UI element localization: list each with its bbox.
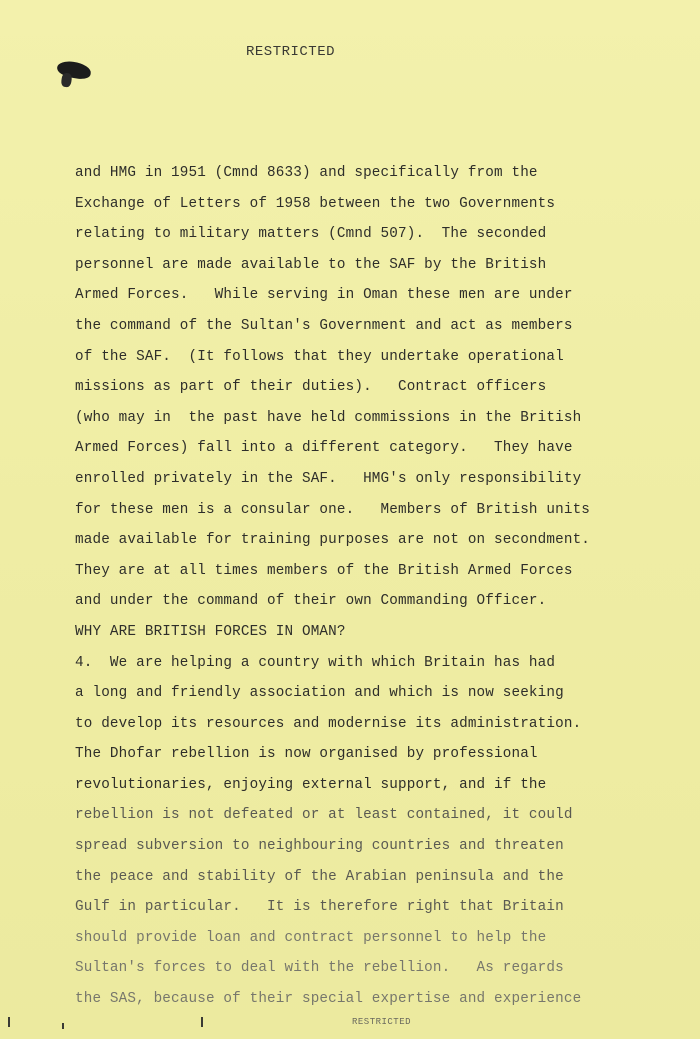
text-line: of the SAF. (It follows that they undertake operational [75,348,564,365]
text-line: the SAS, because of their special expertise and experience [75,991,582,1008]
text-line: the peace and stability of the Arabian peninsula and the [75,868,564,885]
text-line: and under the command of their own Commanding Officer. [75,593,547,610]
text-line: 4. We are helping a country with which Britain has had [75,654,556,671]
text-line: rebellion is not defeated or at least contained, it could [75,807,573,824]
text-line: enrolled privately in the SAF. HMG's only responsibility [75,470,582,487]
text-line: They are at all times members of the British Armed Forces [75,562,573,579]
text-line: the command of the Sultan's Government and act as members [75,317,573,334]
text-line: for these men is a consular one. Members of British units [75,501,591,518]
text-line: and HMG in 1951 (Cmnd 8633) and specifically from the [75,165,538,181]
text-line: a long and friendly association and which is now seeking [75,685,564,702]
text-line: to develop its resources and modernise its administration. [75,715,582,732]
scan-edge-marks [0,1009,700,1029]
document-body [75,158,655,1015]
text-line: Gulf in particular. It is therefore right that Britain [75,899,564,916]
ink-blot [56,60,92,81]
text-line: Sultan's forces to deal with the rebellion. As regards [75,960,564,977]
text-line: should provide loan and contract personnel to help the [75,929,547,946]
section-heading: WHY ARE BRITISH FORCES IN OMAN? [75,623,346,640]
text-line: made available for training purposes are not on secondment. [75,532,591,549]
text-line: personnel are made available to the SAF by the British [75,256,547,273]
text-line: Armed Forces) fall into a different category. They have [75,440,573,457]
classification-header: RESTRICTED [246,44,336,60]
text-line: spread subversion to neighbouring countries and threaten [75,838,564,855]
text-line: relating to military matters (Cmnd 507). The seconded [75,226,547,243]
text-line: missions as part of their duties). Contract officers [75,379,547,396]
classification-footer: RESTRICTED [352,1017,412,1027]
text-line: Armed Forces. While serving in Oman these men are under [75,287,573,304]
text-line: The Dhofar rebellion is now organised by professional [75,746,538,763]
text-line: revolutionaries, enjoying external support, and if the [75,776,547,793]
text-line: Exchange of Letters of 1958 between the two Governments [75,195,556,212]
text-line: (who may in the past have held commissions in the British [75,409,582,426]
